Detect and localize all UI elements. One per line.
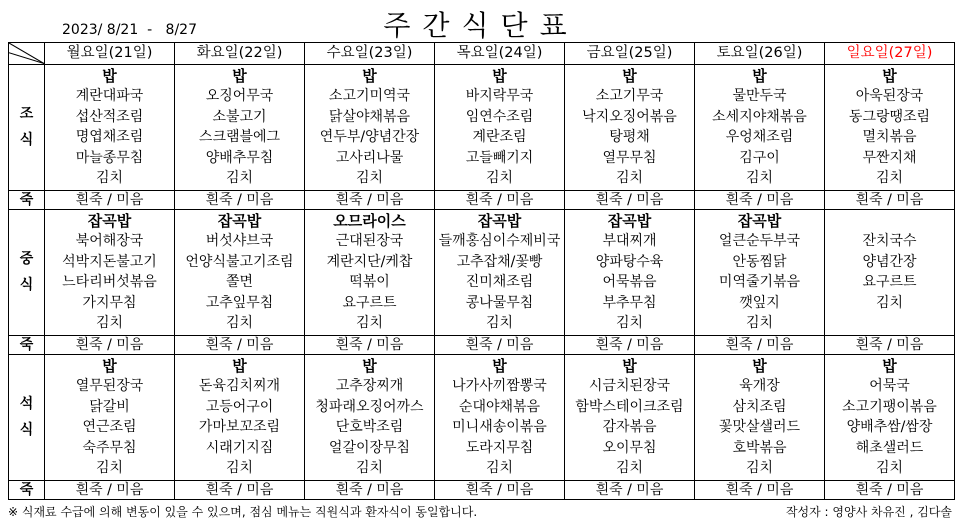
- menu-cell: [435, 64, 565, 190]
- day-header: 토요일(26일): [695, 43, 825, 65]
- main-dish: 밥: [232, 66, 247, 85]
- menu-item: 북어해장국: [75, 233, 144, 249]
- day-header: 화요일(22일): [175, 43, 305, 65]
- main-dish: 밥: [622, 66, 637, 85]
- menu-item: 김치: [95, 460, 124, 476]
- porridge-cell: 흰죽 / 미음: [175, 335, 305, 354]
- menu-item: 어묵볶음: [602, 274, 657, 290]
- menu-item: 안동찜닭: [732, 253, 787, 270]
- menu-cell: [175, 209, 305, 335]
- menu-item: 함박스테이크조림: [575, 398, 684, 415]
- menu-item: 탕평채: [609, 129, 650, 145]
- menu-item: 오이무침: [602, 439, 657, 456]
- porridge-cell: 흰죽 / 미음: [565, 480, 695, 499]
- main-dish: 잡곡밥: [217, 211, 262, 230]
- menu-item: 연두부/양념간장: [319, 129, 420, 145]
- menu-cell: [175, 354, 305, 480]
- menu-cell: [825, 64, 955, 190]
- menu-cell: [565, 354, 695, 480]
- menu-item: 쫄면: [225, 274, 254, 290]
- menu-item: 숙주무침: [82, 439, 137, 456]
- porridge-cell: 흰죽 / 미음: [175, 480, 305, 499]
- menu-item: 어묵국: [869, 378, 910, 394]
- day-header: 목요일(24일): [435, 43, 565, 65]
- menu-item: 석박지돈불고기: [62, 253, 157, 270]
- porridge-row: [9, 190, 955, 209]
- menu-item: 계란지단/케찹: [326, 253, 413, 270]
- meal-row: [9, 64, 955, 190]
- main-dish: 밥: [492, 66, 507, 85]
- menu-cell: [305, 64, 435, 190]
- menu-item: 언양식불고기조림: [185, 253, 294, 270]
- porridge-cell: 흰죽 / 미음: [435, 480, 565, 499]
- menu-item: 가지무침: [82, 294, 137, 311]
- menu-item: 얼갈이장무침: [328, 439, 411, 456]
- menu-item: 고사리나물: [335, 149, 404, 166]
- main-dish: 밥: [882, 66, 897, 85]
- menu-item: 김치: [355, 315, 384, 331]
- main-dish: 밥: [232, 356, 247, 375]
- menu-item: 아욱된장국: [855, 88, 924, 104]
- menu-item: 시래기지짐: [205, 439, 274, 456]
- menu-item: 깻잎지: [739, 294, 780, 311]
- menu-item: 가마보꼬조림: [198, 419, 281, 435]
- menu-cell: [435, 354, 565, 480]
- menu-item: 근대된장국: [335, 233, 404, 249]
- porridge-cell: 흰죽 / 미음: [565, 335, 695, 354]
- porridge-cell: 흰죽 / 미음: [305, 480, 435, 499]
- menu-item: 순대야채볶음: [458, 398, 541, 415]
- menu-item: 진미채조림: [465, 274, 534, 290]
- porridge-cell: 흰죽 / 미음: [45, 190, 175, 209]
- menu-item: 고추장찌개: [335, 378, 404, 394]
- menu-cell: [695, 209, 825, 335]
- menu-item: 물만두국: [732, 88, 787, 104]
- menu-cell: [695, 354, 825, 480]
- meal-row: [9, 209, 955, 335]
- main-dish: 밥: [882, 356, 897, 375]
- menu-item: 육개장: [739, 378, 780, 394]
- main-dish: 잡곡밥: [477, 211, 522, 230]
- main-dish: [825, 211, 954, 232]
- diagonal-icon: [9, 43, 44, 64]
- menu-item: 시금치된장국: [588, 378, 671, 394]
- menu-item: 양파탕수육: [595, 253, 664, 270]
- footer-note: ※ 식재료 수급에 의해 변동이 있을 수 있으며, 점심 메뉴는 직원식과 환자식이 동일합니다.: [8, 505, 478, 519]
- menu-item: 소고기무국: [595, 88, 664, 104]
- main-dish: 잡곡밥: [87, 211, 132, 230]
- menu-item: 김치: [225, 460, 254, 476]
- menu-item: 김치: [485, 460, 514, 476]
- meal-label: 조 식: [9, 64, 45, 190]
- menu-item: 김치: [745, 170, 774, 186]
- menu-item: 요구르트: [862, 274, 917, 290]
- porridge-cell: 흰죽 / 미음: [825, 480, 955, 499]
- menu-item: 김치: [225, 170, 254, 186]
- main-dish: 밥: [622, 356, 637, 375]
- menu-item: 소고기팽이볶음: [842, 398, 937, 415]
- corner-cell: [9, 43, 45, 65]
- menu-item: 고추잡채/꽃빵: [456, 253, 543, 270]
- menu-item: 임연수조림: [465, 108, 534, 125]
- porridge-cell: 흰죽 / 미음: [305, 190, 435, 209]
- footer-author: 작성자 : 영양사 차유진 , 김다솔: [785, 505, 952, 519]
- menu-item: 김치: [875, 170, 904, 186]
- menu-item: 감자볶음: [602, 419, 657, 435]
- porridge-cell: 흰죽 / 미음: [435, 335, 565, 354]
- porridge-cell: 흰죽 / 미음: [825, 190, 955, 209]
- menu-item: 연근조림: [82, 419, 137, 435]
- menu-item: 소불고기: [212, 108, 267, 125]
- menu-item: 김치: [95, 170, 124, 186]
- porridge-cell: 흰죽 / 미음: [45, 480, 175, 499]
- menu-item: 미역줄기볶음: [718, 274, 801, 290]
- menu-item: 양배추쌈/쌈장: [846, 419, 933, 435]
- porridge-cell: 흰죽 / 미음: [695, 335, 825, 354]
- porridge-cell: 흰죽 / 미음: [305, 335, 435, 354]
- menu-item: 김치: [355, 170, 384, 186]
- main-dish: 밥: [492, 356, 507, 375]
- menu-item: 계란대파국: [75, 88, 144, 104]
- menu-item: 삼치조림: [732, 398, 787, 415]
- menu-item: 도라지무침: [465, 439, 534, 456]
- menu-item: 무짠지채: [862, 149, 917, 166]
- porridge-row: [9, 335, 955, 354]
- menu-item: 김구이: [739, 149, 780, 166]
- day-header: 금요일(25일): [565, 43, 695, 65]
- main-dish: 밥: [102, 66, 117, 85]
- menu-item: 청파래오징어까스: [315, 398, 424, 415]
- menu-item: 섭산적조림: [75, 108, 144, 125]
- menu-item: 나가사끼짬뽕국: [452, 378, 547, 394]
- porridge-cell: 흰죽 / 미음: [825, 335, 955, 354]
- menu-item: 느타리버섯볶음: [62, 274, 157, 290]
- menu-item: 들깨홍심이수제비국: [438, 233, 561, 249]
- menu-item: 동그랑땡조림: [848, 108, 931, 125]
- menu-cell: [565, 64, 695, 190]
- menu-cell: [565, 209, 695, 335]
- menu-cell: [825, 209, 955, 335]
- meal-row: [9, 354, 955, 480]
- menu-item: 부대찌개: [602, 233, 657, 249]
- menu-item: [825, 313, 954, 334]
- meal-label: 중 식: [9, 209, 45, 335]
- menu-cell: [45, 64, 175, 190]
- menu-cell: [695, 64, 825, 190]
- menu-item: 고등어구이: [205, 398, 274, 415]
- porridge-cell: 흰죽 / 미음: [565, 190, 695, 209]
- menu-item: 계란조림: [472, 129, 527, 145]
- menu-item: 고들빼기지: [465, 149, 534, 166]
- menu-cell: [305, 354, 435, 480]
- menu-item: 고추잎무침: [205, 294, 274, 311]
- menu-item: 미니새송이볶음: [452, 419, 547, 435]
- menu-item: 단호박조림: [335, 419, 404, 435]
- meal-label: 석 식: [9, 354, 45, 480]
- menu-item: 김치: [615, 170, 644, 186]
- day-header: 월요일(21일): [45, 43, 175, 65]
- page-title: 주간식단표: [383, 9, 579, 42]
- menu-cell: [45, 354, 175, 480]
- porridge-row: [9, 480, 955, 499]
- main-dish: 밥: [362, 66, 377, 85]
- menu-item: 콩나물무침: [465, 294, 534, 311]
- menu-item: 김치: [485, 315, 514, 331]
- menu-item: 김치: [615, 315, 644, 331]
- main-dish: 오므라이스: [333, 211, 406, 230]
- menu-item: 바지락무국: [465, 88, 534, 104]
- menu-item: 잔치국수: [862, 233, 917, 249]
- menu-item: 우엉채조림: [725, 129, 794, 145]
- main-dish: 잡곡밥: [607, 211, 652, 230]
- menu-table: [8, 42, 955, 500]
- menu-item: 요구르트: [342, 294, 397, 311]
- porridge-label: 죽: [9, 335, 45, 354]
- porridge-cell: 흰죽 / 미음: [45, 335, 175, 354]
- main-dish: 밥: [102, 356, 117, 375]
- menu-item: 오징어무국: [205, 88, 274, 104]
- menu-item: 양배추무침: [205, 149, 274, 166]
- menu-item: 김치: [745, 315, 774, 331]
- menu-item: 낙지오징어볶음: [582, 108, 677, 125]
- menu-item: 얼큰순두부국: [718, 233, 801, 249]
- menu-cell: [435, 209, 565, 335]
- menu-item: 김치: [355, 460, 384, 476]
- menu-item: 마늘종무침: [75, 149, 144, 166]
- porridge-label: 죽: [9, 190, 45, 209]
- menu-item: 호박볶음: [732, 439, 787, 456]
- main-dish: 밥: [752, 66, 767, 85]
- menu-item: 김치: [225, 315, 254, 331]
- menu-cell: [175, 64, 305, 190]
- main-dish: 잡곡밥: [737, 211, 782, 230]
- porridge-cell: 흰죽 / 미음: [435, 190, 565, 209]
- main-dish: 밥: [752, 356, 767, 375]
- menu-item: 김치: [875, 460, 904, 476]
- porridge-cell: 흰죽 / 미음: [695, 480, 825, 499]
- menu-item: 해초샐러드: [855, 439, 924, 456]
- date-range: 2023/ 8/21 - 8/27: [62, 22, 197, 38]
- menu-cell: [45, 209, 175, 335]
- menu-item: 김치: [745, 460, 774, 476]
- menu-cell: [305, 209, 435, 335]
- menu-cell: [825, 354, 955, 480]
- menu-item: 김치: [615, 460, 644, 476]
- menu-item: 열무무침: [602, 149, 657, 166]
- menu-item: 스크램블에그: [198, 129, 281, 145]
- menu-item: 멸치볶음: [862, 129, 917, 145]
- menu-item: 꽃맛살샐러드: [718, 419, 801, 435]
- menu-item: 닭갈비: [89, 398, 130, 415]
- menu-item: 열무된장국: [75, 378, 144, 394]
- main-dish: 밥: [362, 356, 377, 375]
- menu-item: 떡볶이: [349, 274, 390, 290]
- porridge-cell: 흰죽 / 미음: [175, 190, 305, 209]
- menu-item: 양념간장: [862, 253, 917, 270]
- menu-item: 소세지야채볶음: [712, 108, 807, 125]
- menu-item: 돈육김치찌개: [198, 378, 281, 394]
- menu-item: 명엽채조림: [75, 129, 144, 145]
- header-row: [9, 43, 955, 65]
- porridge-cell: 흰죽 / 미음: [695, 190, 825, 209]
- menu-item: 소고기미역국: [328, 88, 411, 104]
- menu-item: 버섯샤브국: [205, 233, 274, 249]
- menu-item: 김치: [95, 315, 124, 331]
- day-header: 수요일(23일): [305, 43, 435, 65]
- menu-item: 김치: [485, 170, 514, 186]
- day-header-sunday: 일요일(27일): [825, 43, 955, 65]
- menu-item: 닭살야채볶음: [328, 108, 411, 125]
- porridge-label: 죽: [9, 480, 45, 499]
- menu-item: 김치: [875, 294, 904, 311]
- menu-item: 부추무침: [602, 294, 657, 311]
